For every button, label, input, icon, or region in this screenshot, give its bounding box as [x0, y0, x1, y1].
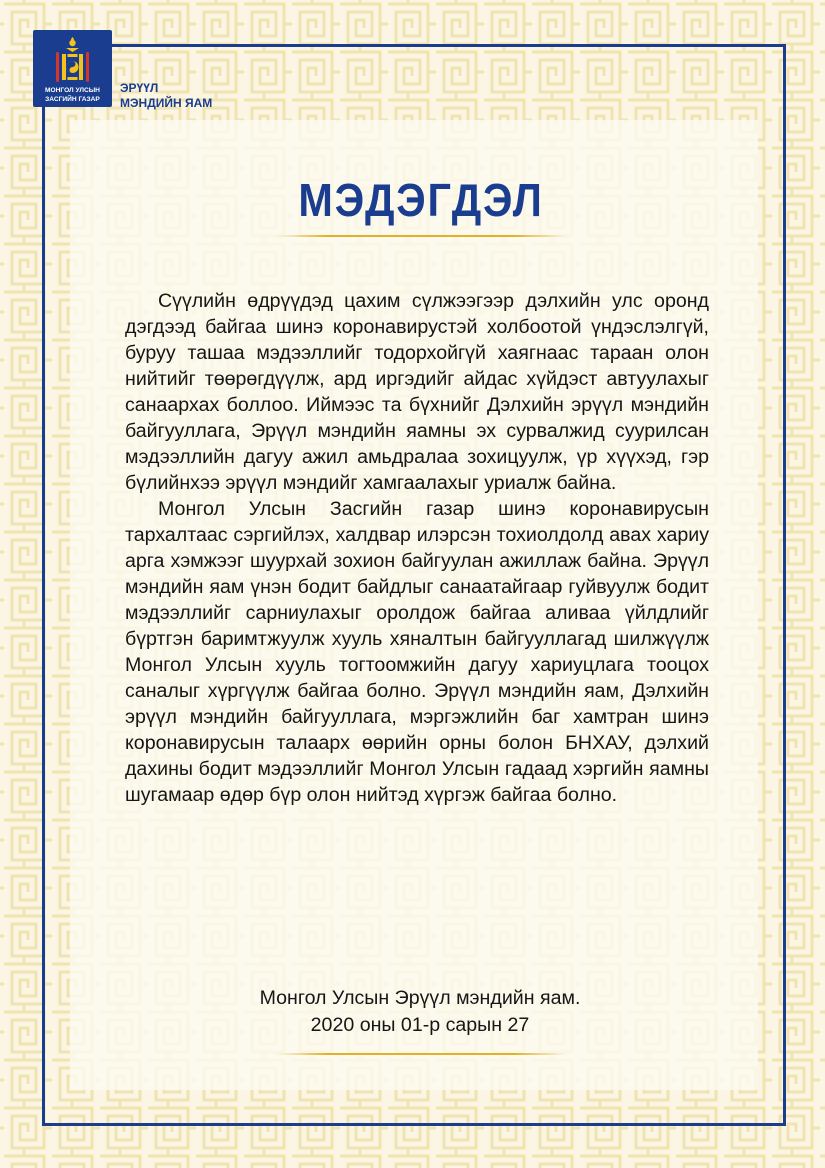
document-title: МЭДЭГДЭЛ: [298, 174, 544, 226]
ministry-name-line1: ЭРҮҮЛ: [120, 81, 159, 95]
title-divider: [275, 235, 567, 237]
ministry-name-line2: МЭНДИЙН ЯАМ: [120, 96, 213, 110]
body-paragraph-1: Сүүлийн өдрүүдэд цахим сүлжээгээр дэлхийн улс оронд дэгдээд байгаа шинэ коронавирустэй холбоотой үндэслэлгүй, буруу ташаа мэдээллийг тодорхойгүй хаягнаас тараан олон нийтийг төөрөгдүүлж, ард иргэдийг айдас хүйдэст автуулахыг санаархах боллоо. Иймээс та бүхнийг Дэлхийн эрүүл мэндийн байгууллага, Эрүүл мэндийн яамны эх сурвалжид суурилсан мэдээллийн дагуу ажил амьдралаа зохицуулж, үр хүүхэд, гэр бүлийнхээ эрүүл мэндийг хамгаалахыг уриалж байна.: [125, 290, 709, 494]
document-date: 2020 оны 01-р сарын 27: [310, 1014, 530, 1036]
footer-divider: [275, 1053, 567, 1055]
government-logo: [33, 30, 112, 107]
logo-text-line1: МОНГОЛ УЛСЫН: [45, 87, 100, 94]
signature-line: Монгол Улсын Эрүүл мэндийн яам.: [259, 987, 581, 1009]
document-body: [125, 288, 709, 808]
body-paragraph-2: Монгол Улсын Засгийн газар шинэ коронавирусын тархалтаас сэргийлэх, халдвар илэрсэн тохиолдолд авах хариу арга хэмжээг шуурхай зохион байгуулан ажиллаж байна. Эрүүл мэндийн яам үнэн бодит байдлыг санаатайгаар гуйвуулж бодит мэдээллийг сарниулахыг оролдож байгаа аливаа үйлдлийг бүртгэн баримтжуулж хууль хяналтын байгууллагад шилжүүлж Монгол Улсын хууль тогтоомжийн дагуу хариуцлага тооцох саналыг хүргүүлж байгаа болно. Эрүүл мэндийн яам, Дэлхийн эрүүл мэндийн байгууллага, мэргэжлийн баг хамтран шинэ коронавирусын талаарх өөрийн орны болон БНХАУ, дэлхий дахины бодит мэдээллийг Монгол Улсын гадаад хэргийн яамны шугамаар өдөр бүр олон нийтэд хүргэж байгаа болно.: [125, 498, 709, 806]
soyombo-emblem-icon: [52, 36, 93, 84]
logo-text-line2: ЗАСГИЙН ГАЗАР: [45, 96, 100, 103]
